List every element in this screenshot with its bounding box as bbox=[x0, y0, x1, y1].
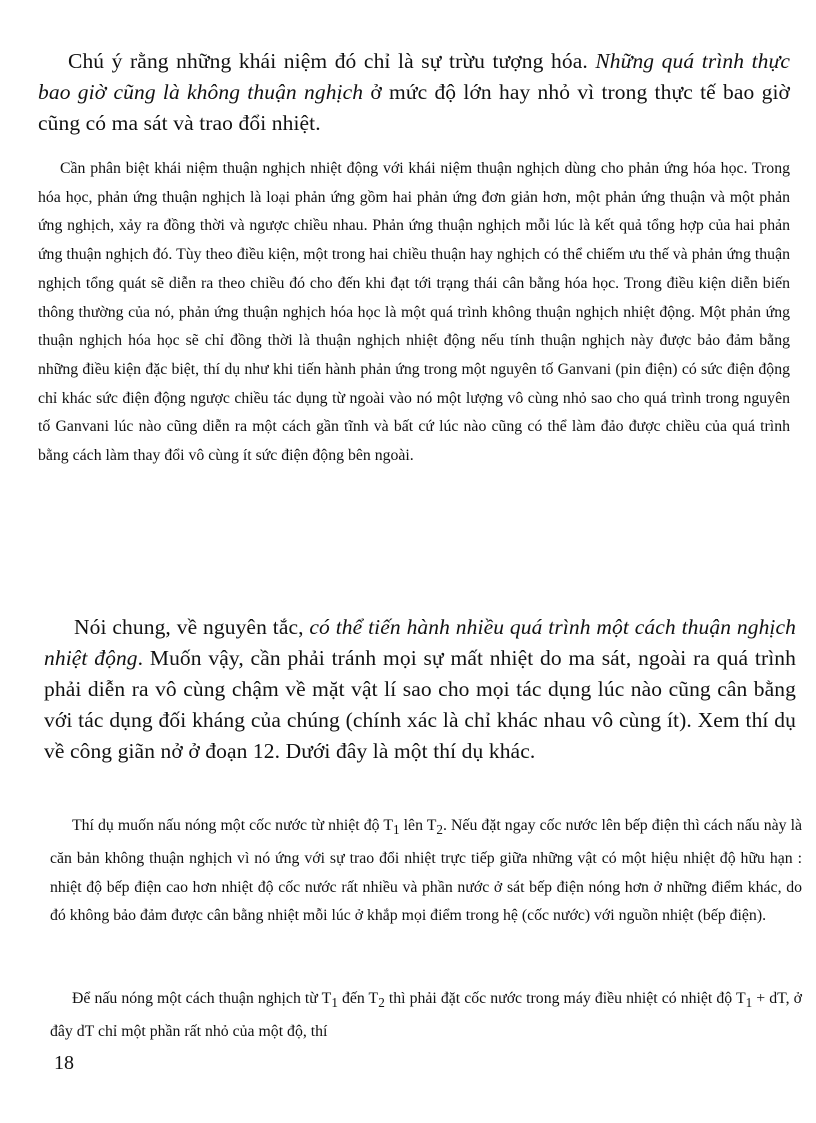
paragraph-reversible-heating bbox=[50, 985, 802, 1047]
text-run: . Muốn vậy, cần phải tránh mọi sự mất nhiệt do ma sát, ngoài ra quá trình phải diễn ra vô cùng chậm về mặt vật lí sao cho mọi tác dụng lúc nào cũng cân bằng với tác dụng đối kháng của chúng (chính xác là chỉ khác nhau vô cùng ít). Xem thí dụ về công giãn nở ở đoạn 12. Dưới đây là một thí dụ khác. bbox=[44, 646, 796, 763]
paragraph-heating-example bbox=[50, 812, 802, 931]
paragraph-abstraction-note bbox=[38, 46, 790, 139]
paragraph-general-principle bbox=[44, 612, 796, 767]
text-run: Nói chung, về nguyên tắc, bbox=[74, 615, 310, 639]
subscript: 2 bbox=[378, 995, 385, 1011]
subscript: 1 bbox=[393, 822, 400, 838]
subscript: 1 bbox=[745, 995, 753, 1011]
paragraph-chemical-reversibility: Cần phân biệt khái niệm thuận nghịch nhiệt động với khái niệm thuận nghịch dùng cho phản ứng hóa học. Trong hóa học, phản ứng thuận nghịch là loại phản ứng gồm hai phản ứng đơn giản hơn, một phản ứng thuận và một phản ứng nghịch, xảy ra đồng thời và ngược chiều nhau. Phản ứng thuận nghịch mỗi lúc là kết quả tổng hợp của hai phản ứng thuận nghịch đó. Tùy theo điều kiện, một trong hai chiều thuận hay nghịch có thể chiếm ưu thế và phản ứng thuận nghịch tổng quát sẽ diễn ra theo chiều đó cho đến khi đạt tới trạng thái cân bằng hóa học. Trong điều kiện diễn biến thông thường của nó, phản ứng thuận nghịch hóa học là một quá trình không thuận nghịch nhiệt động. Một phản ứng thuận nghịch hóa học sẽ chỉ đồng thời là thuận nghịch nhiệt động nếu tính thuận nghịch này được bảo đảm bằng những điều kiện đặc biệt, thí dụ như khi tiến hành phản ứng trong một nguyên tố Ganvani (pin điện) có sức điện động chỉ khác sức điện động ngược chiều tác dụng từ ngoài vào nó một lượng vô cùng nhỏ sao cho quá trình trong nguyên tố Ganvani lúc nào cũng diễn ra một cách gần tĩnh và bất cứ lúc nào cũng có thể làm đảo được chiều của quá trình bằng cách làm thay đổi vô cùng ít sức điện động bên ngoài. bbox=[38, 160, 790, 465]
text-run: lên T bbox=[399, 817, 437, 834]
subscript: 1 bbox=[331, 995, 338, 1011]
italic-emphasis: Những quá trình thực bao giờ cũng là không thuận nghịch bbox=[38, 49, 790, 104]
text-run: Thí dụ muốn nấu nóng một cốc nước từ nhiệt độ T bbox=[72, 817, 394, 834]
text-run: thì phải đặt cốc nước trong máy điều nhiệt có nhiệt độ T bbox=[384, 990, 746, 1007]
text-run: ở mức độ lớn hay nhỏ vì trong thực tế bao giờ cũng có ma sát và trao đổi nhiệt. bbox=[38, 80, 790, 135]
text-run: Để nấu nóng một cách thuận nghịch từ T bbox=[72, 990, 332, 1007]
page-number: 18 bbox=[54, 1052, 74, 1074]
text-run: + dT, ở đây dT chỉ một phần rất nhỏ của một độ, thí bbox=[50, 990, 803, 1040]
text-run: đến T bbox=[337, 990, 379, 1007]
italic-emphasis: có thể tiến hành nhiều quá trình một cách thuận nghịch nhiệt động bbox=[44, 615, 796, 670]
text-run: Chú ý rằng những khái niệm đó chỉ là sự trừu tượng hóa. bbox=[68, 49, 596, 73]
subscript: 2 bbox=[436, 822, 443, 838]
text-run: . Nếu đặt ngay cốc nước lên bếp điện thì cách nấu này là căn bản không thuận nghịch vì nó ứng với sự trao đổi nhiệt trực tiếp giữa những vật có một hiệu nhiệt độ hữu hạn : nhiệt độ bếp điện cao hơn nhiệt độ cốc nước rất nhiều và phần nước ở sát bếp điện nóng hơn ở những điểm khác, do đó không bảo đảm được cân bằng nhiệt mỗi lúc ở khắp mọi điểm trong hệ (cốc nước) với nguồn nhiệt (bếp điện). bbox=[50, 817, 802, 925]
